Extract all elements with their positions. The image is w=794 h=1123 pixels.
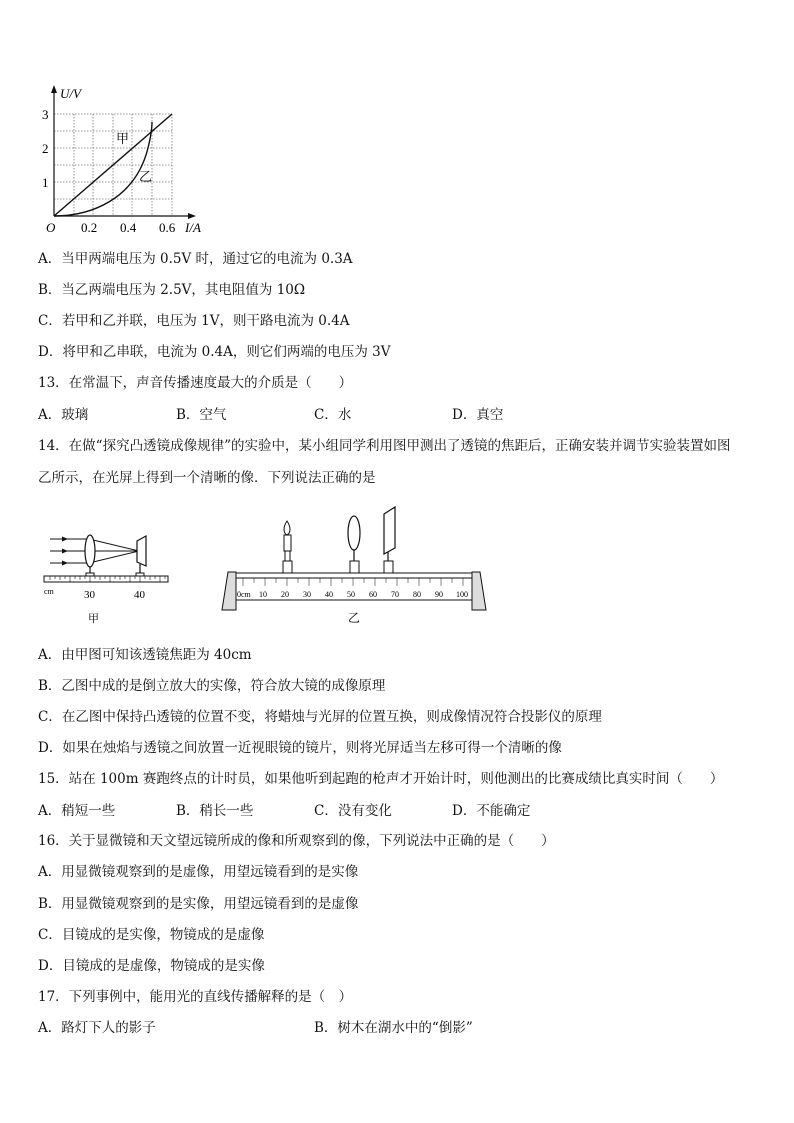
q14-stem-line2: 乙所示，在光屏上得到一个清晰的像．下列说法正确的是	[38, 470, 376, 486]
q13-option-a: A．玻璃	[38, 407, 89, 423]
q14-option-b: B．乙图中成的是倒立放大的实像，符合放大镜的成像原理	[38, 678, 386, 694]
q14-option-c: C．在乙图中保持凸透镜的位置不变，将蜡烛与光屏的位置互换，则成像情况符合投影仪的原理	[38, 709, 602, 725]
q16-option-d: D．目镜成的是虚像，物镜成的是实像	[38, 958, 265, 974]
ruler-yi-tick-30: 30	[303, 590, 311, 599]
ruler-jia	[44, 576, 168, 582]
q16-option-a: A．用显微镜观察到的是虚像，用望远镜看到的是实像	[38, 864, 359, 880]
q17-option-a: A．路灯下人的影子	[38, 1020, 156, 1036]
ruler-yi-tick-90: 90	[435, 590, 443, 599]
screen-jia	[137, 536, 146, 566]
origin-label: O	[46, 220, 56, 235]
q13-option-d: D．真空	[452, 407, 504, 423]
q12-option-a: A．当甲两端电压为 0.5V 时，通过它的电流为 0.3A	[38, 251, 353, 267]
bench-right-support	[472, 572, 486, 610]
curve-yi-label: 乙	[139, 169, 153, 184]
q16-option-c: C．目镜成的是实像，物镜成的是虚像	[38, 927, 265, 943]
q13-option-b: B．空气	[176, 407, 227, 423]
ruler-yi-tick-50: 50	[347, 590, 355, 599]
lens-jia	[85, 535, 95, 567]
figure-yi-caption: 乙	[348, 611, 361, 625]
q15-option-d: D．不能确定	[452, 803, 531, 819]
ruler-jia-tick-40: 40	[134, 589, 145, 601]
ruler-yi-tick-40: 40	[325, 590, 333, 599]
figure-yi	[220, 502, 492, 628]
y-axis-label: U/V	[60, 86, 81, 101]
candle	[283, 521, 292, 573]
ruler-yi-tick-100: 100	[456, 590, 468, 599]
ruler-yi-tick-10: 10	[259, 590, 267, 599]
screen-yi	[384, 507, 395, 573]
q15-option-b: B．稍长一些	[176, 803, 254, 819]
y-tick-2: 2	[42, 141, 49, 156]
x-tick-0.2: 0.2	[81, 220, 98, 235]
q17-option-b: B．树木在湖水中的“倒影”	[314, 1020, 473, 1036]
lens-yi	[348, 516, 360, 573]
q12-option-d: D．将甲和乙串联，电流为 0.4A，则它们两端的电压为 3V	[38, 344, 391, 360]
ruler-jia-tick-30: 30	[84, 589, 95, 601]
q15-stem: 15．站在 100m 赛跑终点的计时员，如果他听到起跑的枪声才开始计时，则他测出的比赛成绩比真实时间（ ）	[38, 771, 724, 787]
ui-graph	[40, 82, 240, 240]
q16-stem: 16．关于显微镜和天文望远镜所成的像和所观察到的像，下列说法中正确的是（ ）	[38, 833, 555, 849]
x-tick-0.4: 0.4	[120, 220, 137, 235]
figure-jia	[42, 524, 172, 628]
q14-option-a: A．由甲图可知该透镜焦距为 40cm	[38, 647, 252, 663]
q14-option-d: D．如果在烛焰与透镜之间放置一近视眼镜的镜片，则将光屏适当左移可得一个清晰的像	[38, 740, 562, 756]
curve-yi	[54, 122, 152, 216]
q16-option-b: B．用显微镜观察到的是实像，用望远镜看到的是虚像	[38, 896, 359, 912]
ruler-yi-tick-80: 80	[413, 590, 421, 599]
x-axis-label: I/A	[185, 220, 201, 235]
y-tick-3: 3	[42, 107, 49, 122]
ruler-yi-tick-20: 20	[281, 590, 289, 599]
figure-jia-caption: 甲	[88, 613, 99, 625]
bench-left-support	[222, 572, 236, 610]
q14-stem-line1: 14．在做“探究凸透镜成像规律”的实验中，某小组同学利用图甲测出了透镜的焦距后，正确安装并调节实验装置如图	[38, 438, 731, 454]
x-tick-0.6: 0.6	[159, 220, 176, 235]
q15-option-a: A．稍短一些	[38, 803, 116, 819]
y-tick-1: 1	[42, 175, 49, 190]
q15-option-c: C．没有变化	[314, 803, 392, 819]
optical-bench-rail	[236, 573, 472, 578]
q17-stem: 17．下列事例中，能用光的直线传播解释的是（ ）	[38, 989, 353, 1005]
curve-jia-label: 甲	[116, 131, 130, 146]
q13-option-c: C．水	[314, 407, 352, 423]
ruler-jia-unit: cm	[44, 587, 54, 596]
q12-option-c: C．若甲和乙并联，电压为 1V，则干路电流为 0.4A	[38, 313, 350, 329]
q13-stem: 13．在常温下，声音传播速度最大的介质是（ ）	[38, 375, 353, 391]
ruler-yi-tick-70: 70	[391, 590, 399, 599]
ruler-yi-tick-60: 60	[369, 590, 377, 599]
ruler-yi-unit: 0cm	[237, 590, 251, 599]
q12-option-b: B．当乙两端电压为 2.5V，其电阻值为 10Ω	[38, 282, 306, 298]
